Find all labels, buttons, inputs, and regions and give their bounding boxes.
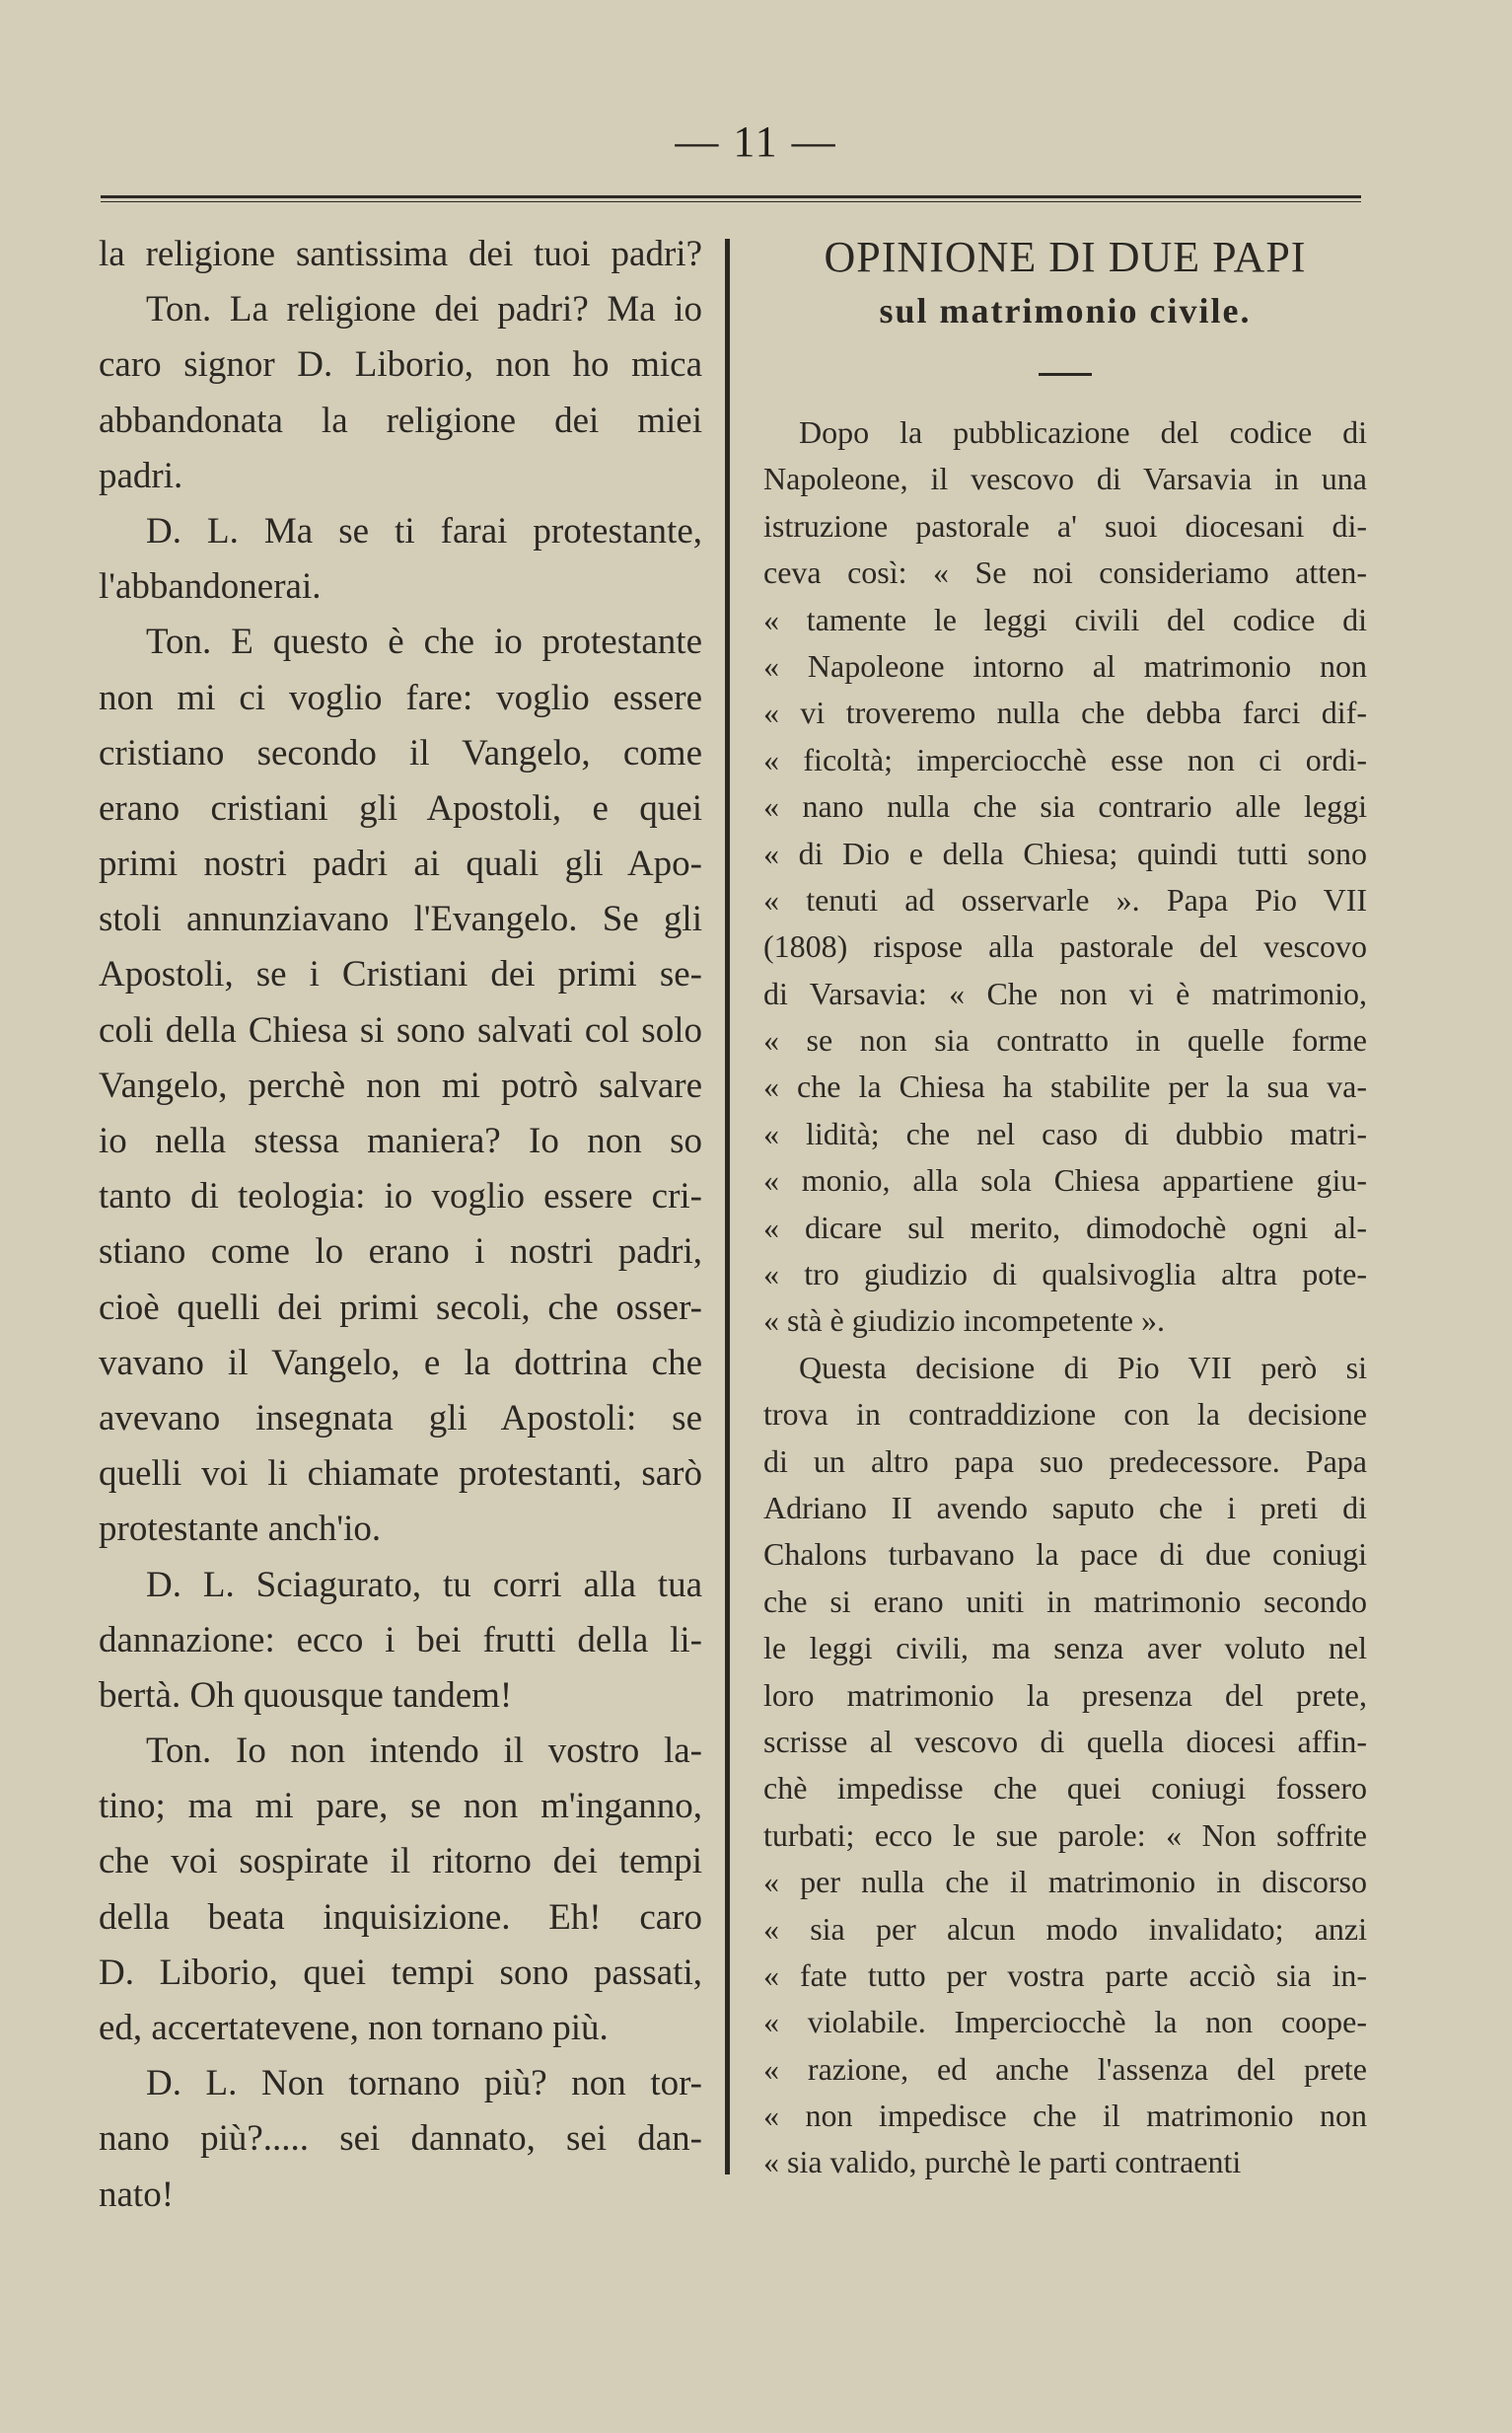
- text-line: istruzione pastorale a' suoi diocesani di-: [763, 507, 1367, 544]
- text-line: scrisse al vescovo di quella diocesi affin-: [763, 1723, 1367, 1759]
- text-line: cristiano secondo il Vangelo, come: [99, 732, 702, 774]
- text-line: di un altro papa suo predecessore. Papa: [763, 1442, 1367, 1479]
- text-line: coli della Chiesa si sono salvati col solo: [99, 1009, 702, 1051]
- text-line: stoli annunziavano l'Evangelo. Se gli: [99, 899, 702, 940]
- text-line: « nano nulla che sia contrario alle leggi: [763, 788, 1367, 825]
- text-line: « sia valido, purchè le parti contraenti: [763, 2144, 1242, 2180]
- text-line: erano cristiani gli Apostoli, e quei: [99, 787, 702, 829]
- text-line: « per nulla che il matrimonio in discorso: [763, 1864, 1367, 1900]
- text-line: che voi sospirate il ritorno dei tempi: [99, 1841, 702, 1882]
- text-line: « stà è giudizio incompetente ».: [763, 1302, 1165, 1339]
- text-line: turbati; ecco le sue parole: « Non soffrite: [763, 1816, 1367, 1853]
- text-line: Ton. La religione dei padri? Ma io: [146, 289, 702, 331]
- text-line: che si erano uniti in matrimonio secondo: [763, 1583, 1367, 1619]
- text-line: non mi ci voglio fare: voglio essere: [99, 677, 702, 718]
- text-line: « tenuti ad osservarle ». Papa Pio VII: [763, 881, 1367, 918]
- text-line: D. L. Ma se ti farai protestante,: [146, 510, 702, 552]
- text-line: Chalons turbavano la pace di due coniugi: [763, 1536, 1367, 1573]
- text-line: « monio, alla sola Chiesa appartiene giu-: [763, 1162, 1367, 1199]
- text-line: « dicare sul merito, dimodochè ogni al-: [763, 1209, 1367, 1245]
- text-line: « Napoleone intorno al matrimonio non: [763, 647, 1367, 684]
- text-line: D. L. Sciagurato, tu corri alla tua: [146, 1564, 702, 1605]
- text-line: tanto di teologia: io voglio essere cri-: [99, 1176, 702, 1217]
- text-line: « ficoltà; imperciocchè esse non ci ordi-: [763, 741, 1367, 777]
- text-line: « sia per alcun modo invalidato; anzi: [763, 1910, 1367, 1947]
- column-divider: [725, 239, 730, 2175]
- text-line: Dopo la pubblicazione del codice di: [799, 414, 1367, 450]
- article-subtitle: sul matrimonio civile.: [879, 291, 1252, 331]
- text-line: loro matrimonio la presenza del prete,: [763, 1676, 1367, 1713]
- text-line: dannazione: ecco i bei frutti della li-: [99, 1619, 702, 1660]
- text-line: stiano come lo erano i nostri padri,: [99, 1231, 702, 1273]
- text-line: abbandonata la religione dei miei: [99, 400, 702, 441]
- text-line: « violabile. Imperciocchè la non coope-: [763, 2004, 1367, 2040]
- text-line: « razione, ed anche l'assenza del prete: [763, 2050, 1367, 2087]
- text-line: avevano insegnata gli Apostoli: se: [99, 1397, 702, 1438]
- text-line: caro signor D. Liborio, non ho mica: [99, 344, 702, 386]
- text-line: Ton. Io non intendo il vostro la-: [146, 1731, 702, 1772]
- text-line: D. L. Non tornano più? non tor-: [146, 2063, 702, 2104]
- text-line: Apostoli, se i Cristiani dei primi se-: [99, 954, 702, 995]
- text-line: « non impedisce che il matrimonio non: [763, 2098, 1367, 2134]
- text-line: padri.: [99, 455, 183, 496]
- text-line: trova in contraddizione con la decisione: [763, 1396, 1367, 1433]
- article-body: [763, 409, 1367, 2186]
- text-line: di Varsavia: « Che non vi è matrimonio,: [763, 975, 1367, 1011]
- text-line: « se non sia contratto in quelle forme: [763, 1022, 1367, 1059]
- text-line: « che la Chiesa ha stabilite per la sua va-: [763, 1069, 1367, 1105]
- text-line: Napoleone, il vescovo di Varsavia in una: [763, 461, 1367, 497]
- page-number: — 11 —: [675, 117, 837, 166]
- title-rule: [1039, 373, 1092, 376]
- right-column: [763, 227, 1367, 2186]
- text-line: io nella stessa maniera? Io non so: [99, 1121, 702, 1161]
- text-line: l'abbandonerai.: [99, 566, 322, 608]
- text-line: Adriano II avendo saputo che i preti di: [763, 1489, 1367, 1525]
- left-column: [99, 227, 702, 2223]
- text-line: tino; ma mi pare, se non m'inganno,: [99, 1786, 702, 1827]
- text-line: « tamente le leggi civili del codice di: [763, 601, 1367, 637]
- header-rule: [101, 195, 1361, 202]
- text-line: « tro giudizio di qualsivoglia altra pote-: [763, 1256, 1367, 1292]
- text-line: nano più?..... sei dannato, sei dan-: [99, 2118, 702, 2160]
- text-line: « lidità; che nel caso di dubbio matri-: [763, 1115, 1367, 1151]
- text-line: primi nostri padri ai quali gli Apo-: [99, 844, 702, 885]
- article-title: OPINIONE DI DUE PAPI: [824, 233, 1307, 281]
- text-line: Ton. E questo è che io protestante: [146, 622, 702, 663]
- text-line: « di Dio e della Chiesa; quindi tutti sono: [763, 835, 1367, 871]
- text-line: ed, accertatevene, non tornano più.: [99, 2008, 609, 2048]
- text-line: vavano il Vangelo, e la dottrina che: [99, 1342, 702, 1383]
- text-line: le leggi civili, ma senza aver voluto nel: [763, 1630, 1367, 1666]
- text-line: (1808) rispose alla pastorale del vescovo: [763, 928, 1367, 965]
- text-line: « fate tutto per vostra parte acciò sia in-: [763, 1956, 1367, 1993]
- text-line: D. Liborio, quei tempi sono passati,: [99, 1952, 702, 1993]
- text-line: nato!: [99, 2174, 175, 2215]
- text-line: protestante anch'io.: [99, 1509, 382, 1550]
- text-line: Vangelo, perchè non mi potrò salvare: [99, 1065, 702, 1106]
- text-line: della beata inquisizione. Eh! caro: [99, 1896, 702, 1938]
- text-line: chè impedisse che quei coniugi fossero: [763, 1770, 1367, 1806]
- text-line: la religione santissima dei tuoi padri?: [99, 234, 702, 274]
- text-line: cioè quelli dei primi secoli, che osser-: [99, 1287, 702, 1328]
- text-line: quelli voi li chiamate protestanti, sarò: [99, 1453, 702, 1495]
- text-line: ceva così: « Se noi consideriamo atten-: [763, 554, 1367, 591]
- text-line: « vi troveremo nulla che debba farci dif-: [763, 695, 1367, 731]
- text-line: bertà. Oh quousque tandem!: [99, 1674, 513, 1716]
- text-line: Questa decisione di Pio VII però si: [799, 1349, 1367, 1385]
